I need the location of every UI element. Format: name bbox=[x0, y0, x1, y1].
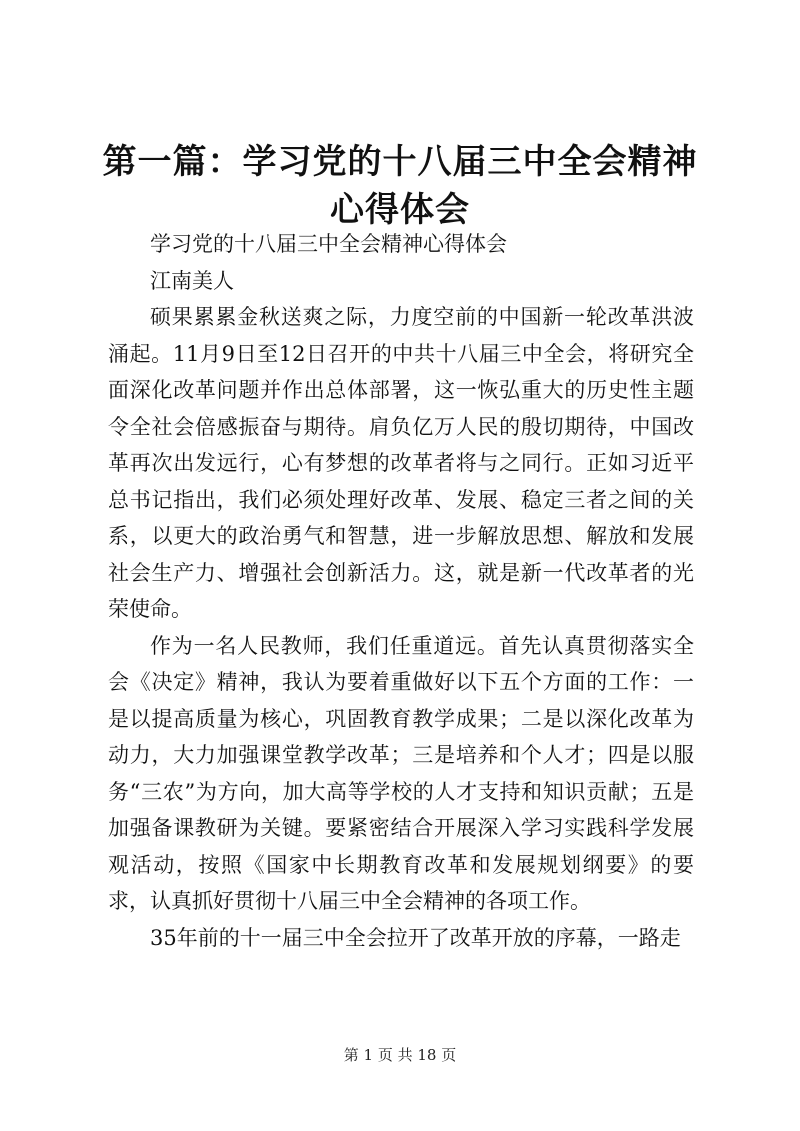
paragraph-1: 硕果累累金秋送爽之际，力度空前的中国新一轮改革洪波涌起。11月9日至12日召开的中共十八届三中全会，将研究全面深化改革问题并作出总体部署，这一恢弘重大的历史性主题令全社会倍感振奋与期待。肩负亿万人民的殷切期待，中国改革再次出发远行，心有梦想的改革者将与之同行。正如习近平总书记指出，我们必须处理好改革、发展、稳定三者之间的关系，以更大的政治勇气和智慧，进一步解放思想、解放和发展社会生产力、增强社会创新活力。这，就是新一代改革者的光荣使命。 bbox=[108, 305, 694, 621]
paragraph-2: 作为一名人民教师，我们任重道远。首先认真贯彻落实全会《决定》精神，我认为要着重做好以下五个方面的工作：一是以提高质量为核心，巩固教育教学成果；二是以深化改革为动力，大力加强课堂教学改革；三是培养和个人才；四是以服务“三农”为方向，加大高等学校的人才支持和知识贡献；五是加强备课教研为关键。要紧密结合开展深入学习实践科学发展观活动，按照《国家中长期教育改革和发展规划纲要》的要求，认真抓好贯彻十八届三中全会精神的各项工作。 bbox=[108, 633, 694, 913]
document-subtitle: 学习党的十八届三中全会精神心得体会 bbox=[150, 232, 507, 256]
document-author: 江南美人 bbox=[150, 268, 234, 293]
paragraph-3: 35年前的十一届三中全会拉开了改革开放的序幕，一路走 bbox=[150, 925, 681, 950]
page-number-footer: 第 1 页 共 18 页 bbox=[343, 1046, 457, 1064]
document-title: 第一篇：学习党的十八届三中全会精神心得体会 bbox=[102, 142, 698, 230]
document-body bbox=[108, 226, 694, 956]
